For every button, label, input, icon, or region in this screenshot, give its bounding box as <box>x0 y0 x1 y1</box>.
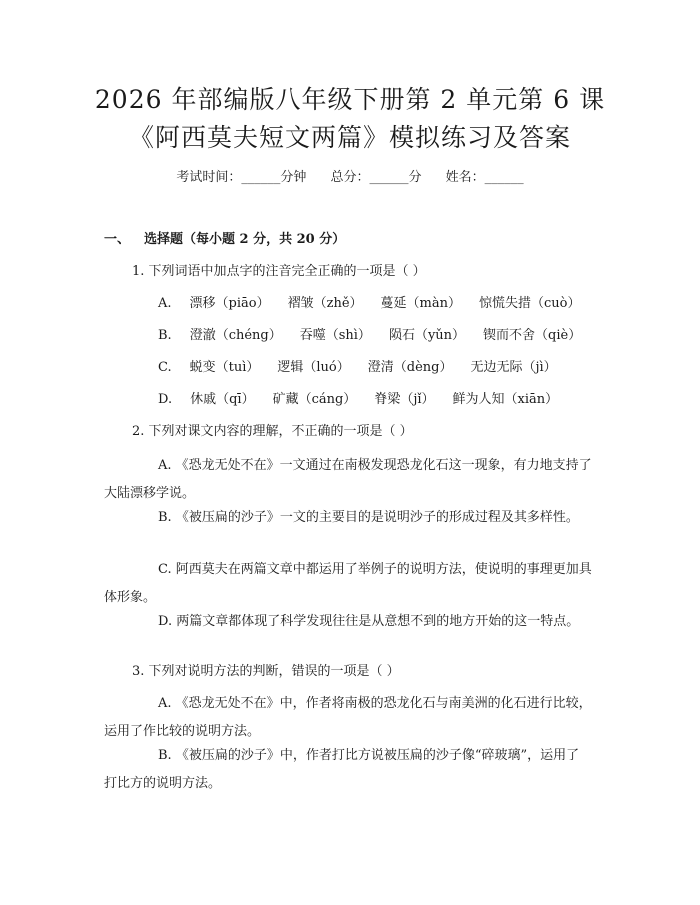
question-2-stem: 2. 下列对课文内容的理解，不正确的一项是（ ） <box>132 424 413 439</box>
option-word: 矿藏（cáng） <box>272 392 357 407</box>
q2-option-b: B. 《被压扁的沙子》一文的主要目的是说明沙子的形成过程及其多样性。 <box>158 510 579 525</box>
option-label: C. <box>158 360 172 375</box>
option-word: 吞噬（shì） <box>299 328 371 343</box>
option-word: 陨石（yǔn） <box>388 328 466 343</box>
q2-option-d: D. 两篇文章都体现了科学发现往往是从意想不到的地方开始的这一特点。 <box>158 614 580 629</box>
q1-option-d <box>158 390 576 410</box>
option-word: 蜕变（tuì） <box>189 360 260 375</box>
option-word: 休戚（qī） <box>190 392 255 407</box>
q1-option-b <box>158 326 599 346</box>
option-word: 蔓延（màn） <box>380 296 461 311</box>
option-word: 鲜为人知（xiān） <box>452 392 559 407</box>
doc-title-line1: 2026 年部编版八年级下册第 2 单元第 6 课 <box>94 85 606 114</box>
section-title: 选择题（每小题 2 分，共 20 分） <box>144 232 346 247</box>
option-label: D. <box>158 392 173 407</box>
exam-meta <box>0 168 700 188</box>
section-number: 一、 <box>104 232 131 247</box>
option-label: B. <box>158 328 172 343</box>
option-word: 澄澈（chéng） <box>189 328 282 343</box>
q2-option-a: A. 《恐龙无处不在》一文通过在南极发现恐龙化石这一现象，有力地支持了大陆漂移学说。 <box>104 458 592 501</box>
section-heading <box>104 230 345 250</box>
exam-name: 姓名：______ <box>445 170 524 185</box>
option-word: 澄清（dèng） <box>367 360 453 375</box>
option-word: 锲而不舍（qiè） <box>483 328 582 343</box>
option-word: 脊梁（jǐ） <box>374 392 435 407</box>
exam-score: 总分：______分 <box>330 170 422 185</box>
option-word: 褶皱（zhě） <box>287 296 363 311</box>
option-word: 漂移（piāo） <box>189 296 270 311</box>
q1-option-a <box>158 294 598 314</box>
exam-time: 考试时间：______分钟 <box>176 170 307 185</box>
option-label: A. <box>158 296 172 311</box>
question-1-stem: 1. 下列词语中加点字的注音完全正确的一项是（ ） <box>132 264 426 279</box>
q3-option-a: A. 《恐龙无处不在》中，作者将南极的恐龙化石与南美洲的化石进行比较，运用了作比较的说明方法。 <box>104 696 592 739</box>
option-word: 惊慌失措（cuò） <box>478 296 581 311</box>
question-3-stem: 3. 下列对说明方法的判断，错误的一项是（ ） <box>132 664 400 679</box>
option-word: 无边无际（jì） <box>470 360 557 375</box>
doc-title-line2: 《阿西莫夫短文两篇》模拟练习及答案 <box>128 123 571 152</box>
q3-option-b: B. 《被压扁的沙子》中，作者打比方说被压扁的沙子像“碎玻璃”，运用了打比方的说明方法。 <box>104 748 580 791</box>
q2-option-c: C. 阿西莫夫在两篇文章中都运用了举例子的说明方法，使说明的事理更加具体形象。 <box>104 562 592 605</box>
option-word: 逻辑（luó） <box>277 360 350 375</box>
q1-option-c <box>158 358 575 378</box>
